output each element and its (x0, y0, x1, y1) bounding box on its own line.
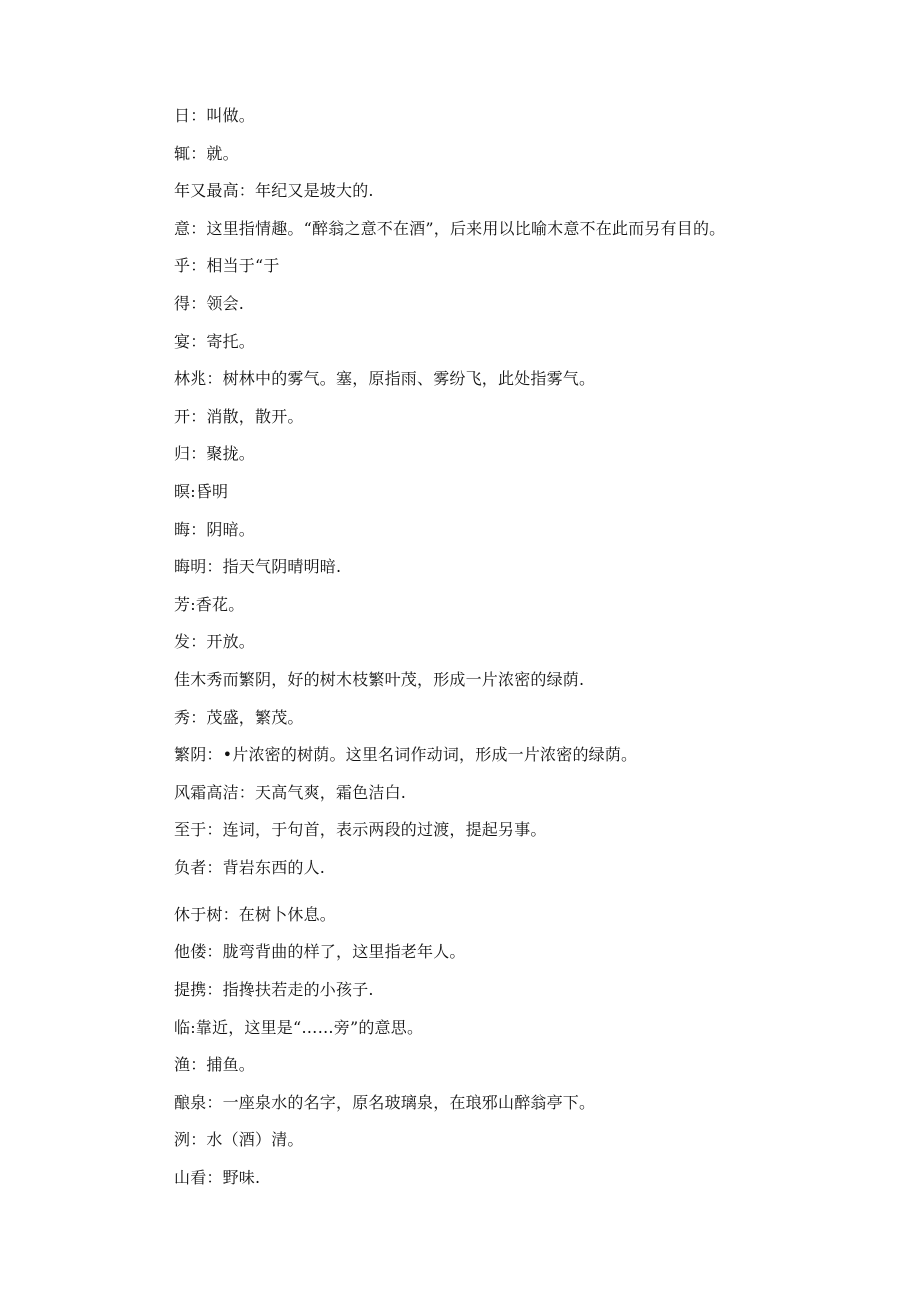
annotation-line: 意：这里指情趣。“醉翁之意不在酒”，后来用以比喻木意不在此而另有目的。 (174, 218, 726, 238)
annotation-line: 风霜高洁：天高气爽，霜色洁白. (174, 782, 407, 802)
annotation-line: 乎：相当于“于 (174, 256, 280, 276)
annotation-line: 佳木秀而繁阴，好的树木枝繁叶茂，形成一片浓密的绿荫. (174, 669, 585, 689)
annotation-line: 晦：阴暗。 (174, 519, 256, 539)
annotation-line: 晦明：指天气阴晴明暗. (174, 557, 342, 577)
annotation-line: 年又最高：年纪又是坡大的. (174, 181, 374, 201)
annotation-line: 临:靠近，这里是“……旁”的意思。 (174, 1017, 424, 1037)
annotation-line: 发：开放。 (174, 632, 256, 652)
annotation-line: 秀：茂盛，繁茂。 (174, 707, 304, 727)
annotation-line: 至于：连词，于句首，表示两段的过渡，提起另事。 (174, 820, 547, 840)
annotation-line: 芳:香花。 (174, 594, 245, 614)
annotation-line: 日：叫做。 (174, 106, 256, 125)
annotation-line: 辄：就。 (174, 143, 239, 163)
annotation-line: 繁阴：•片浓密的树荫。这里名词作动词，形成一片浓密的绿荫。 (174, 745, 638, 765)
annotation-line: 山看：野味. (174, 1168, 261, 1188)
annotation-line: 宴：寄托。 (174, 331, 256, 351)
annotation-line: 酿泉：一座泉水的名字，原名玻璃泉，在琅邪山醉翁亭下。 (174, 1092, 596, 1112)
annotation-line: 洌：水（酒）清。 (174, 1130, 304, 1150)
annotation-line: 渔：捕鱼。 (174, 1055, 256, 1075)
annotation-line: 暝:昏明 (174, 481, 229, 501)
annotation-list (174, 106, 874, 1206)
annotation-line: 林兆：树林中的雾气。塞，原指雨、雾纷飞，此处指雾气。 (174, 369, 596, 389)
annotation-line: 归：聚拢。 (174, 444, 256, 464)
annotation-line: 开：消散，散开。 (174, 406, 304, 426)
annotation-line: 负者：背岩东西的人. (174, 857, 326, 877)
annotation-line: 提携：指搀扶若走的小孩子. (174, 980, 374, 1000)
annotation-line: 休于树：在树卜休息。 (174, 904, 337, 924)
annotation-line: 他偻：胧弯背曲的样了，这里指老年人。 (174, 942, 466, 962)
annotation-line: 得：领会. (174, 293, 245, 313)
